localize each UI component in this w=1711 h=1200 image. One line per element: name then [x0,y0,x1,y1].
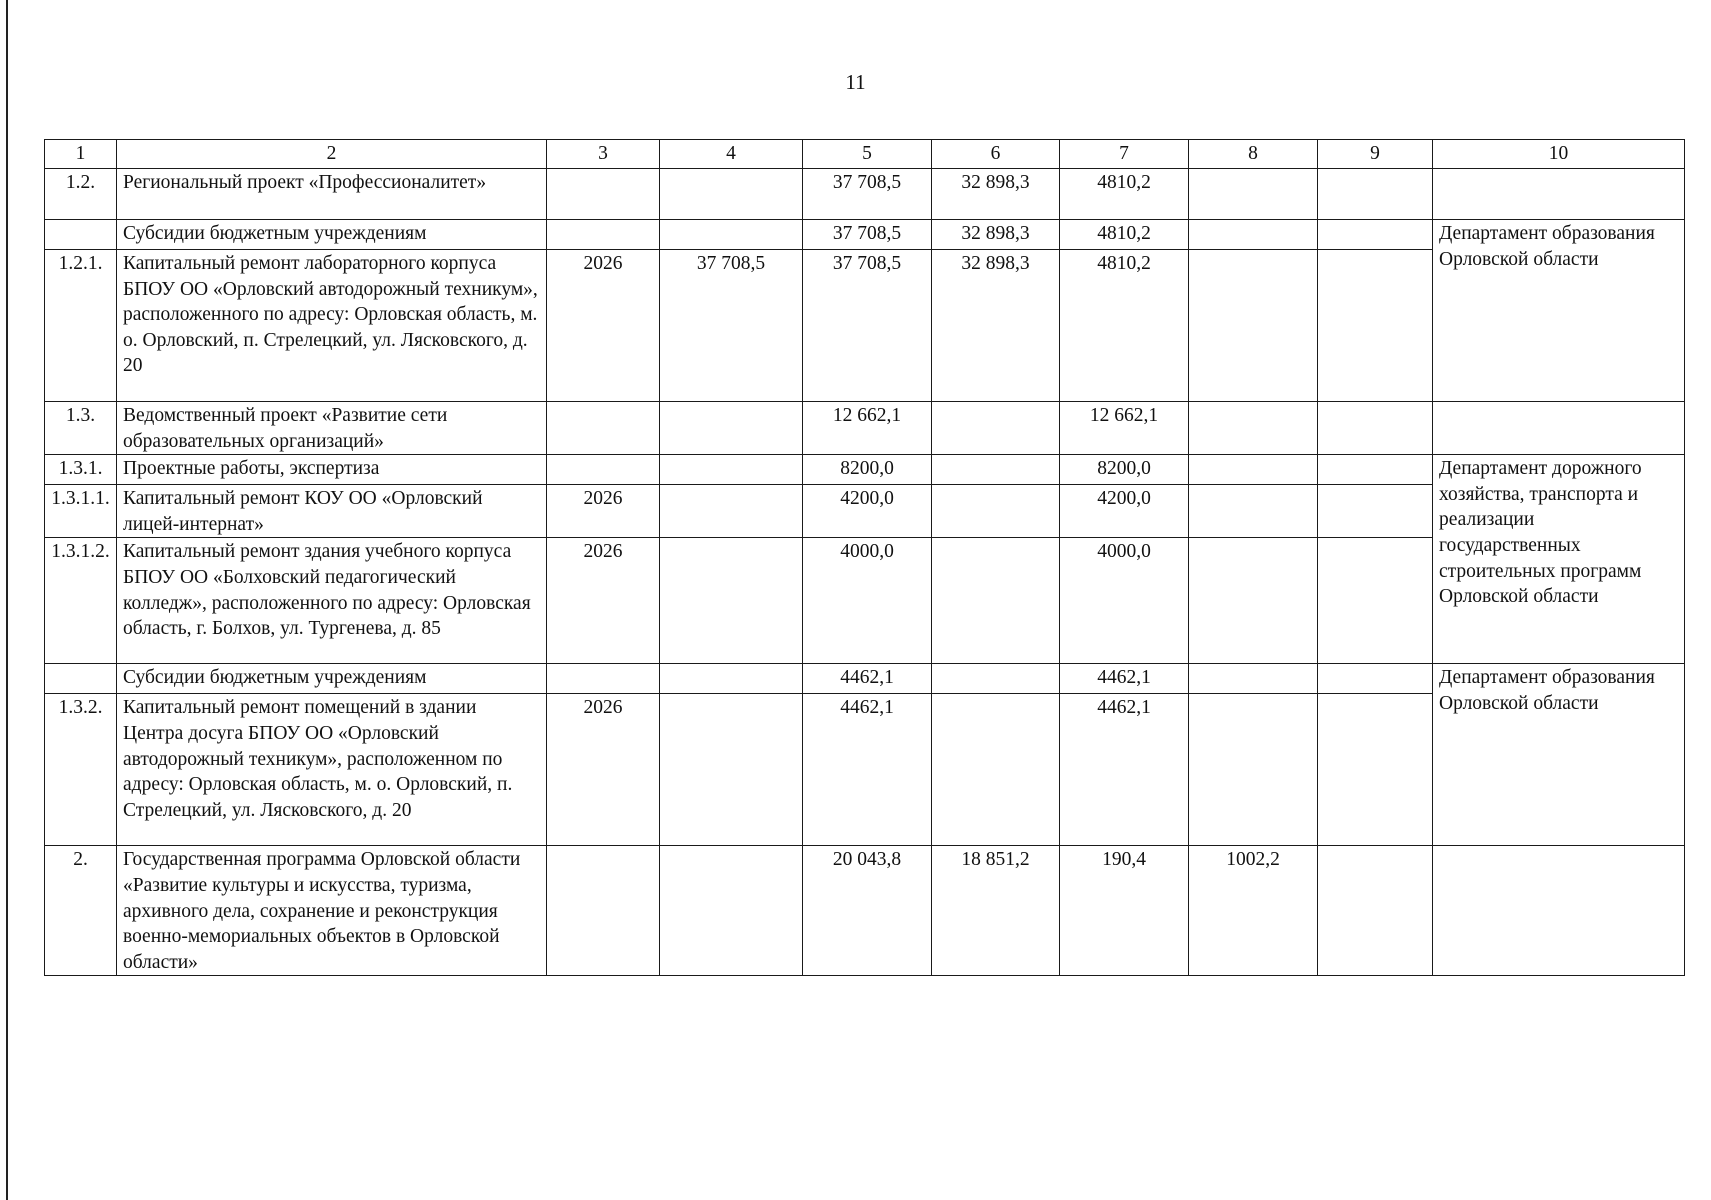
row-col6 [932,485,1060,538]
row-number [45,220,117,250]
header-cell: 3 [547,140,660,169]
header-cell: 10 [1433,140,1685,169]
program-table [44,139,1685,976]
row-col9 [1318,455,1433,485]
row-col8 [1189,220,1318,250]
row-year [547,455,660,485]
row-name: Государственная программа Орловской области «Развитие культуры и искусства, туризма, архивного дела, сохранение и реконструкция военно-мемориальных объектов в Орловской области» [117,846,547,976]
row-year [547,846,660,976]
row-col6: 32 898,3 [932,250,1060,402]
row-col9 [1318,538,1433,664]
row-number: 1.2. [45,169,117,220]
row-col8 [1189,485,1318,538]
row-col7: 4200,0 [1060,485,1189,538]
row-col4: 37 708,5 [660,250,803,402]
row-name: Субсидии бюджетным учреждениям [117,664,547,694]
header-cell: 8 [1189,140,1318,169]
row-number: 1.3.1.2. [45,538,117,664]
row-year [547,664,660,694]
row-col6 [932,455,1060,485]
row-col9 [1318,846,1433,976]
row-year [547,169,660,220]
row-year: 2026 [547,250,660,402]
row-col8: 1002,2 [1189,846,1318,976]
header-cell: 4 [660,140,803,169]
row-year: 2026 [547,694,660,846]
department-education-cell: Департамент образования Орловской области [1433,220,1685,402]
row-number: 1.3.2. [45,694,117,846]
row-department [1433,169,1685,220]
row-col6: 18 851,2 [932,846,1060,976]
row-col7: 4462,1 [1060,664,1189,694]
table-row [45,402,1685,455]
row-name: Субсидии бюджетным учреждениям [117,220,547,250]
row-col8 [1189,250,1318,402]
header-cell: 5 [803,140,932,169]
row-col8 [1189,694,1318,846]
table-row [45,455,1685,485]
department-roads-cell: Департамент дорожного хозяйства, транспорта и реализации государственных строительных программ Орловской области [1433,455,1685,664]
header-cell: 6 [932,140,1060,169]
page-left-edge [6,0,8,1200]
row-year [547,402,660,455]
row-col5: 8200,0 [803,455,932,485]
row-col9 [1318,485,1433,538]
table-row [45,220,1685,250]
row-col7: 4810,2 [1060,220,1189,250]
row-department [1433,846,1685,976]
row-name: Капитальный ремонт лабораторного корпуса БПОУ ОО «Орловский автодорожный техникум», расположенного по адресу: Орловская область, м. о. Орловский, п. Стрелецкий, ул. Лясковского, д. 20 [117,250,547,402]
row-number: 1.3.1. [45,455,117,485]
row-col4 [660,846,803,976]
header-cell: 1 [45,140,117,169]
table-row [45,846,1685,976]
row-col6: 32 898,3 [932,169,1060,220]
row-col7: 4462,1 [1060,694,1189,846]
table-row [45,169,1685,220]
row-col5: 4200,0 [803,485,932,538]
row-col5: 37 708,5 [803,220,932,250]
row-name: Ведомственный проект «Развитие сети образовательных организаций» [117,402,547,455]
table-header-row [45,140,1685,169]
row-col5: 20 043,8 [803,846,932,976]
row-col4 [660,169,803,220]
row-col4 [660,220,803,250]
row-col4 [660,485,803,538]
row-name: Региональный проект «Профессионалитет» [117,169,547,220]
row-col8 [1189,455,1318,485]
row-col5: 4462,1 [803,694,932,846]
page-number: 11 [845,70,866,94]
row-col4 [660,694,803,846]
row-name: Капитальный ремонт помещений в здании Центра досуга БПОУ ОО «Орловский автодорожный техникум», расположенном по адресу: Орловская область, м. о. Орловский, п. Стрелецкий, ул. Лясковского, д. 20 [117,694,547,846]
row-col7: 190,4 [1060,846,1189,976]
row-col7: 12 662,1 [1060,402,1189,455]
row-year [547,220,660,250]
row-col4 [660,538,803,664]
row-name: Проектные работы, экспертиза [117,455,547,485]
row-col8 [1189,169,1318,220]
row-col7: 8200,0 [1060,455,1189,485]
row-col8 [1189,538,1318,664]
row-col9 [1318,169,1433,220]
row-name: Капитальный ремонт здания учебного корпуса БПОУ ОО «Болховский педагогический колледж», расположенного по адресу: Орловская область, г. Болхов, ул. Тургенева, д. 85 [117,538,547,664]
row-col5: 37 708,5 [803,250,932,402]
row-col4 [660,402,803,455]
row-col9 [1318,664,1433,694]
row-number: 1.3.1.1. [45,485,117,538]
row-col6 [932,694,1060,846]
row-number: 1.3. [45,402,117,455]
row-col4 [660,455,803,485]
row-number: 2. [45,846,117,976]
row-col9 [1318,250,1433,402]
row-year: 2026 [547,538,660,664]
row-number [45,664,117,694]
row-col8 [1189,402,1318,455]
row-col5: 12 662,1 [803,402,932,455]
row-name: Капитальный ремонт КОУ ОО «Орловский лицей-интернат» [117,485,547,538]
table-row [45,664,1685,694]
row-col7: 4810,2 [1060,250,1189,402]
row-col6: 32 898,3 [932,220,1060,250]
header-cell: 2 [117,140,547,169]
row-col6 [932,538,1060,664]
row-number: 1.2.1. [45,250,117,402]
row-col9 [1318,402,1433,455]
header-cell: 9 [1318,140,1433,169]
row-col7: 4810,2 [1060,169,1189,220]
row-col5: 4000,0 [803,538,932,664]
row-col6 [932,402,1060,455]
row-col5: 37 708,5 [803,169,932,220]
row-col8 [1189,664,1318,694]
row-col9 [1318,220,1433,250]
row-col4 [660,664,803,694]
row-col9 [1318,694,1433,846]
row-col5: 4462,1 [803,664,932,694]
row-col7: 4000,0 [1060,538,1189,664]
row-department [1433,402,1685,455]
row-col6 [932,664,1060,694]
row-year: 2026 [547,485,660,538]
department-education-cell: Департамент образования Орловской области [1433,664,1685,846]
header-cell: 7 [1060,140,1189,169]
